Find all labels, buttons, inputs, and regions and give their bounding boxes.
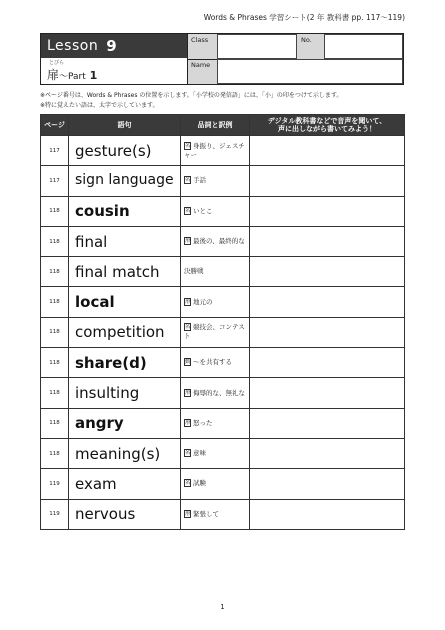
practice-writing-cell[interactable] [250,317,405,347]
practice-writing-cell[interactable] [250,166,405,196]
table-row [41,378,405,408]
row-page: 118 [41,196,69,226]
row-meaning: 怒った [193,418,213,427]
table-row [41,136,405,166]
row-pos-meaning [181,317,250,347]
row-page: 118 [41,408,69,438]
row-term: gesture(s) [69,136,181,166]
table-row [41,317,405,347]
row-pos-meaning [181,499,250,529]
lesson-banner [41,34,187,58]
row-term: final match [69,257,181,287]
lesson-label: Lesson [47,38,99,54]
header-term: 語句 [69,115,181,136]
part-of-speech-icon: 形 [185,419,191,426]
class-label: Class [191,36,209,44]
row-meaning: 〜を共有する [193,358,232,367]
header-practice-line2: 声に出しながら書いてみよう！ [278,125,376,133]
row-term: share(d) [69,348,181,378]
row-pos-meaning [181,469,250,499]
row-page: 117 [41,136,69,166]
practice-writing-cell[interactable] [250,408,405,438]
practice-writing-cell[interactable] [250,469,405,499]
practice-writing-cell[interactable] [250,196,405,226]
row-meaning: 意味 [193,449,206,458]
table-row [41,408,405,438]
practice-writing-cell[interactable] [250,136,405,166]
row-meaning: 最後の、最終的な [193,237,245,246]
row-pos-meaning [181,287,250,317]
table-row [41,226,405,256]
table-row [41,499,405,529]
notes [40,91,342,110]
header-title: Words & Phrases 学習シート(2 年 教科書 pp. 117〜119) [203,13,405,22]
part-of-speech-icon: 名 [185,142,191,149]
row-pos-meaning [181,378,250,408]
name-field[interactable] [217,59,403,84]
table-header-row [41,115,405,136]
row-page: 118 [41,348,69,378]
row-term: cousin [69,196,181,226]
row-meaning: 緊張して [193,509,219,518]
part-of-speech-icon: 名 [185,480,191,487]
row-meaning: 身振り、ジェスチャー [184,141,245,159]
header-page: ページ [41,115,69,136]
row-meaning: いとこ [193,206,213,215]
table-row [41,469,405,499]
header-pos-meaning: 品詞と訳例 [181,115,250,136]
row-term: meaning(s) [69,438,181,468]
part-of-speech-icon: 名 [185,324,191,331]
row-page: 118 [41,287,69,317]
lesson-title-area [41,34,187,84]
unit-part: 〜Part [59,72,86,82]
table-row [41,438,405,468]
word-table [40,114,405,530]
row-page: 117 [41,166,69,196]
row-pos-meaning [181,348,250,378]
practice-writing-cell[interactable] [250,438,405,468]
part-of-speech-icon: 名 [185,207,191,214]
part-of-speech-icon: 名 [185,450,191,457]
header-practice-line1: デジタル教科書などで音声を聞いて、 [267,117,387,125]
row-pos-meaning [181,166,250,196]
part-of-speech-icon: 形 [185,389,191,396]
table-row [41,166,405,196]
practice-writing-cell[interactable] [250,226,405,256]
part-of-speech-icon: 動 [185,359,191,366]
row-pos-meaning [181,408,250,438]
note-line: ※ページ番号は、Words & Phrases の位置を示します。「小学校の発信語」には、「小」の印をつけて示します。 [40,92,343,99]
unit-kanji: 扉 [47,68,60,82]
row-page: 118 [41,257,69,287]
row-term: nervous [69,499,181,529]
class-field[interactable] [217,34,297,59]
row-meaning: 競技会、コンテスト [184,323,245,341]
unit-title [47,66,97,83]
row-pos-meaning [181,438,250,468]
row-pos-meaning [181,257,250,287]
practice-writing-cell[interactable] [250,378,405,408]
unit-part-number: 1 [89,69,98,82]
row-pos-meaning [181,136,250,166]
table-row [41,287,405,317]
row-term: final [69,226,181,256]
row-meaning: 地元の [193,297,213,306]
lesson-number: 9 [106,37,117,55]
row-page: 118 [41,438,69,468]
row-pos-meaning [181,196,250,226]
practice-writing-cell[interactable] [250,257,405,287]
row-meaning: 試験 [193,479,206,488]
table-row [41,196,405,226]
row-term: sign language [69,166,181,196]
row-term: angry [69,408,181,438]
practice-writing-cell[interactable] [250,348,405,378]
name-label: Name [191,61,211,69]
row-page: 118 [41,378,69,408]
part-of-speech-icon: 形 [185,510,191,517]
table-row [41,257,405,287]
row-page: 118 [41,317,69,347]
page-number: 1 [220,603,225,611]
row-page: 118 [41,226,69,256]
row-meaning: 侮辱的な、無礼な [193,388,245,397]
row-term: local [69,287,181,317]
row-term: exam [69,469,181,499]
row-term: insulting [69,378,181,408]
practice-writing-cell[interactable] [250,499,405,529]
row-term: competition [69,317,181,347]
row-page: 119 [41,469,69,499]
part-of-speech-icon: 名 [185,177,191,184]
part-of-speech-icon: 形 [185,238,191,245]
row-meaning: 決勝戦 [184,267,204,276]
row-pos-meaning [181,226,250,256]
row-page: 119 [41,499,69,529]
practice-writing-cell[interactable] [250,287,405,317]
lesson-info-box [40,33,404,85]
number-field[interactable] [324,34,403,59]
number-label: No. [301,36,312,44]
note-line: ※特に覚えたい語は、太字で示しています。 [40,101,159,109]
header-practice [250,115,405,136]
unit-ruby: とびら [49,60,65,66]
row-meaning: 手話 [193,176,206,185]
table-row [41,348,405,378]
part-of-speech-icon: 形 [185,298,191,305]
